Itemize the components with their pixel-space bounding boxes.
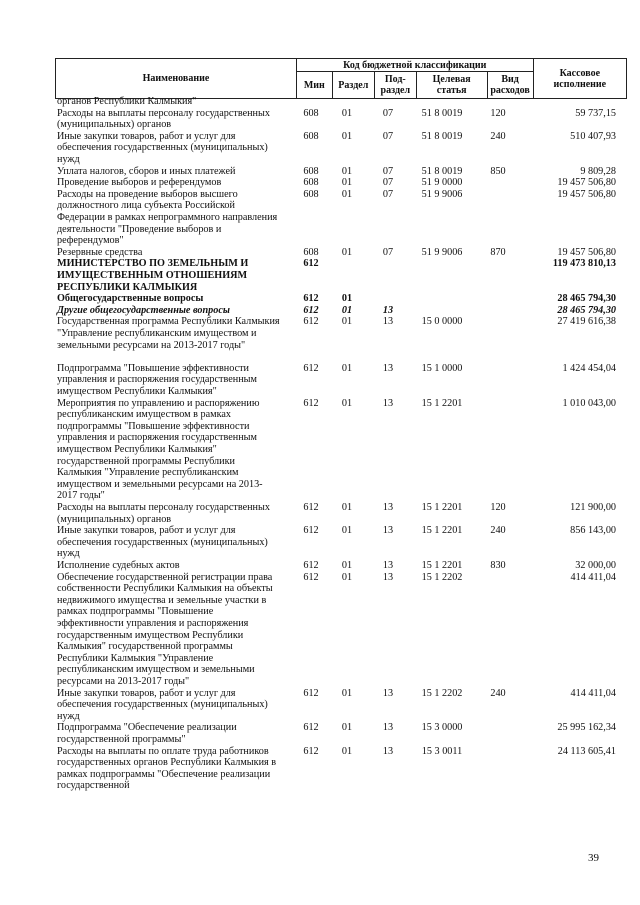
row-razdel: 01 bbox=[341, 560, 353, 571]
row-celevaya: 51 8 0019 bbox=[421, 165, 463, 177]
row-podrazdel: 07 bbox=[382, 130, 394, 142]
row-podrazdel: 13 bbox=[382, 722, 394, 734]
header-code-group: Код бюджетной классификации bbox=[296, 59, 533, 72]
row-sum: 856 143,00 bbox=[570, 525, 616, 537]
row-podrazdel: 07 bbox=[382, 107, 394, 119]
row-celevaya: 51 8 0019 bbox=[421, 130, 463, 142]
row-podrazdel: 07 bbox=[382, 177, 394, 189]
table-row bbox=[0, 108, 640, 131]
row-sum: 28 465 794,30 bbox=[557, 293, 616, 305]
table-row bbox=[0, 398, 640, 502]
header-celevaya: Целевая статья bbox=[416, 72, 487, 99]
row-min: 612 bbox=[303, 502, 319, 513]
row-min: 608 bbox=[303, 246, 319, 258]
row-vid: 120 bbox=[490, 107, 506, 119]
row-sum: 121 900,00 bbox=[570, 502, 616, 513]
row-vid: 850 bbox=[490, 165, 506, 177]
row-celevaya: 51 9 0000 bbox=[421, 177, 463, 189]
row-celevaya: 15 1 2201 bbox=[421, 560, 463, 571]
table-row bbox=[0, 316, 640, 362]
row-razdel: 01 bbox=[341, 304, 353, 316]
row-name: Общегосударственные вопросы bbox=[57, 293, 204, 305]
row-vid: 240 bbox=[490, 687, 506, 699]
table-row bbox=[0, 131, 640, 166]
row-min: 612 bbox=[303, 525, 319, 537]
row-sum: 24 113 605,41 bbox=[557, 745, 616, 757]
row-min: 608 bbox=[303, 165, 319, 177]
row-min: 612 bbox=[303, 362, 319, 374]
row-podrazdel: 13 bbox=[382, 560, 394, 571]
row-razdel: 01 bbox=[341, 722, 353, 734]
row-name: Расходы на выплаты персоналу государственных (муниципальных) органов bbox=[57, 107, 270, 131]
table-row bbox=[0, 722, 640, 745]
row-razdel: 01 bbox=[341, 745, 353, 757]
row-razdel: 01 bbox=[341, 130, 353, 142]
table-row bbox=[0, 166, 640, 178]
row-razdel: 01 bbox=[341, 571, 353, 583]
row-name: Расходы на выплаты персоналу государственных (муниципальных) органов bbox=[57, 502, 270, 525]
row-celevaya: 15 3 0011 bbox=[421, 745, 463, 757]
row-sum: 414 411,04 bbox=[570, 687, 616, 699]
row-min: 608 bbox=[303, 130, 319, 142]
row-vid: 870 bbox=[490, 246, 506, 258]
table-row bbox=[0, 746, 640, 792]
table-row bbox=[0, 177, 640, 189]
row-sum: 28 465 794,30 bbox=[557, 304, 616, 316]
row-name: Обеспечение государственной регистрации права собственности Республики Калмыкия на объекты недвижимого имущества и земельные участки в рамках подпрограммы "Повышение эффективности управления и распоряжения государственным имуществом Республики Калмыкия" государственной программы Республики Калмыкия "Управление республиканским имуществом и земельными ресурсами на 2013-2017 годы" bbox=[57, 571, 273, 687]
row-vid: 240 bbox=[490, 130, 506, 142]
table-row bbox=[0, 502, 640, 525]
row-name: Уплата налогов, сборов и иных платежей bbox=[57, 165, 236, 177]
row-razdel: 01 bbox=[341, 502, 353, 513]
row-min: 608 bbox=[303, 107, 319, 119]
row-name: МИНИСТЕРСТВО ПО ЗЕМЕЛЬНЫМ И ИМУЩЕСТВЕННЫМ ОТНОШЕНИЯМ РЕСПУБЛИКИ КАЛМЫКИЯ bbox=[57, 258, 249, 293]
row-razdel: 01 bbox=[341, 246, 353, 258]
table-row bbox=[0, 572, 640, 688]
row-podrazdel: 13 bbox=[382, 362, 394, 374]
row-name: органов Республики Калмыкия" bbox=[57, 96, 197, 107]
row-min: 612 bbox=[303, 560, 319, 571]
row-razdel: 01 bbox=[341, 316, 353, 328]
table-row bbox=[0, 525, 640, 560]
row-celevaya: 15 1 2202 bbox=[421, 571, 463, 583]
row-sum: 119 473 810,13 bbox=[552, 258, 616, 270]
row-celevaya: 15 1 2201 bbox=[421, 397, 463, 409]
row-sum: 414 411,04 bbox=[570, 571, 616, 583]
row-razdel: 01 bbox=[341, 293, 353, 305]
row-podrazdel: 07 bbox=[382, 246, 394, 258]
table-row bbox=[0, 189, 640, 247]
row-min: 612 bbox=[303, 304, 319, 316]
row-celevaya: 51 9 9006 bbox=[421, 246, 463, 258]
header-vid: Вид расходов bbox=[487, 72, 533, 99]
row-celevaya: 15 1 2201 bbox=[421, 525, 463, 537]
row-sum: 27 419 616,38 bbox=[557, 316, 616, 328]
header-kassovoe: Кассовое исполнение bbox=[533, 59, 626, 99]
table-row bbox=[0, 247, 640, 259]
row-sum: 25 995 162,34 bbox=[557, 722, 616, 734]
row-name: Проведение выборов и референдумов bbox=[57, 177, 222, 189]
row-name: Другие общегосударственные вопросы bbox=[57, 304, 230, 316]
row-podrazdel: 07 bbox=[382, 188, 394, 200]
table-row bbox=[0, 363, 640, 398]
row-sum: 19 457 506,80 bbox=[557, 177, 616, 189]
row-min: 612 bbox=[303, 293, 319, 305]
row-min: 612 bbox=[303, 316, 319, 328]
row-name: Подпрограмма "Обеспечение реализации государственной программы" bbox=[57, 722, 237, 745]
row-celevaya: 15 1 0000 bbox=[421, 362, 463, 374]
row-podrazdel: 13 bbox=[382, 745, 394, 757]
table-header bbox=[55, 58, 627, 99]
row-celevaya: 15 1 2201 bbox=[421, 502, 463, 513]
row-min: 612 bbox=[303, 687, 319, 699]
table-row bbox=[0, 258, 640, 293]
header-podrazdel: Под- раздел bbox=[374, 72, 416, 99]
row-min: 612 bbox=[303, 258, 319, 270]
header-name: Наименование bbox=[56, 59, 297, 99]
row-min: 608 bbox=[303, 177, 319, 189]
row-vid: 830 bbox=[490, 560, 506, 571]
row-celevaya: 15 3 0000 bbox=[421, 722, 463, 734]
row-razdel: 01 bbox=[341, 687, 353, 699]
table-row bbox=[0, 560, 640, 572]
page-number: 39 bbox=[588, 852, 599, 864]
row-podrazdel: 13 bbox=[382, 502, 394, 513]
row-podrazdel: 13 bbox=[382, 571, 394, 583]
row-name: Иные закупки товаров, работ и услуг для обеспечения государственных (муниципальных) нужд bbox=[57, 687, 268, 722]
row-podrazdel: 13 bbox=[382, 316, 394, 328]
row-razdel: 01 bbox=[341, 397, 353, 409]
row-razdel: 01 bbox=[341, 188, 353, 200]
row-name: Подпрограмма "Повышение эффективности управления и распоряжения государственным имуществом Республики Калмыкия" bbox=[57, 362, 257, 397]
row-sum: 1 010 043,00 bbox=[562, 397, 616, 409]
row-name: Мероприятия по управлению и распоряжению республиканским имуществом в рамках подпрограммы "Повышение эффективности управления и распоряжения государственным имуществом Республики Калмыкия" государственной программы Республики Калмыкия "Управление республиканским имуществом и земельными ресурсами на 2013-2017 годы" bbox=[57, 397, 263, 502]
row-razdel: 01 bbox=[341, 362, 353, 374]
row-min: 612 bbox=[303, 571, 319, 583]
row-name: Резервные средства bbox=[57, 246, 143, 258]
row-min: 608 bbox=[303, 188, 319, 200]
row-podrazdel: 07 bbox=[382, 165, 394, 177]
row-min: 612 bbox=[303, 397, 319, 409]
table-row bbox=[0, 293, 640, 305]
row-sum: 9 809,28 bbox=[580, 165, 616, 177]
row-celevaya: 51 9 9006 bbox=[421, 188, 463, 200]
row-podrazdel: 13 bbox=[382, 525, 394, 537]
row-name: Иные закупки товаров, работ и услуг для обеспечения государственных (муниципальных) нужд bbox=[57, 525, 268, 560]
table-row bbox=[0, 96, 640, 108]
row-celevaya: 51 8 0019 bbox=[421, 107, 463, 119]
row-sum: 1 424 454,04 bbox=[562, 362, 616, 374]
row-vid: 120 bbox=[490, 502, 506, 513]
row-podrazdel: 13 bbox=[382, 304, 394, 316]
table-row bbox=[0, 305, 640, 317]
row-sum: 59 737,15 bbox=[575, 107, 616, 119]
row-razdel: 01 bbox=[341, 107, 353, 119]
row-sum: 510 407,93 bbox=[570, 130, 616, 142]
row-sum: 19 457 506,80 bbox=[557, 246, 616, 258]
row-name: Расходы на выплаты по оплате труда работников государственных органов Республики Калмыкия в рамках подпрограммы "Обеспечение реализации государственной bbox=[57, 745, 277, 792]
row-razdel: 01 bbox=[341, 177, 353, 189]
row-razdel: 01 bbox=[341, 525, 353, 537]
row-podrazdel: 13 bbox=[382, 687, 394, 699]
row-podrazdel: 13 bbox=[382, 397, 394, 409]
row-sum: 19 457 506,80 bbox=[557, 188, 616, 200]
row-razdel: 01 bbox=[341, 165, 353, 177]
table-row bbox=[0, 688, 640, 723]
row-min: 612 bbox=[303, 745, 319, 757]
header-min: Мин bbox=[296, 72, 332, 99]
row-celevaya: 15 0 0000 bbox=[421, 316, 463, 328]
row-celevaya: 15 1 2202 bbox=[421, 687, 463, 699]
row-vid: 240 bbox=[490, 525, 506, 537]
row-name: Государственная программа Республики Калмыкия "Управление республиканским имуществом и земельными ресурсами на 2013-2017 годы" bbox=[57, 316, 280, 351]
row-min: 612 bbox=[303, 722, 319, 734]
row-name: Иные закупки товаров, работ и услуг для обеспечения государственных (муниципальных) нужд bbox=[57, 130, 268, 165]
header-razdel: Раздел bbox=[332, 72, 374, 99]
row-name: Исполнение судебных актов bbox=[57, 560, 180, 571]
row-sum: 32 000,00 bbox=[575, 560, 616, 571]
row-name: Расходы на проведение выборов высшего должностного лица субъекта Российской Федерации в рамках непрограммного направления деятельности "Проведение выборов и референдумов" bbox=[57, 188, 278, 247]
